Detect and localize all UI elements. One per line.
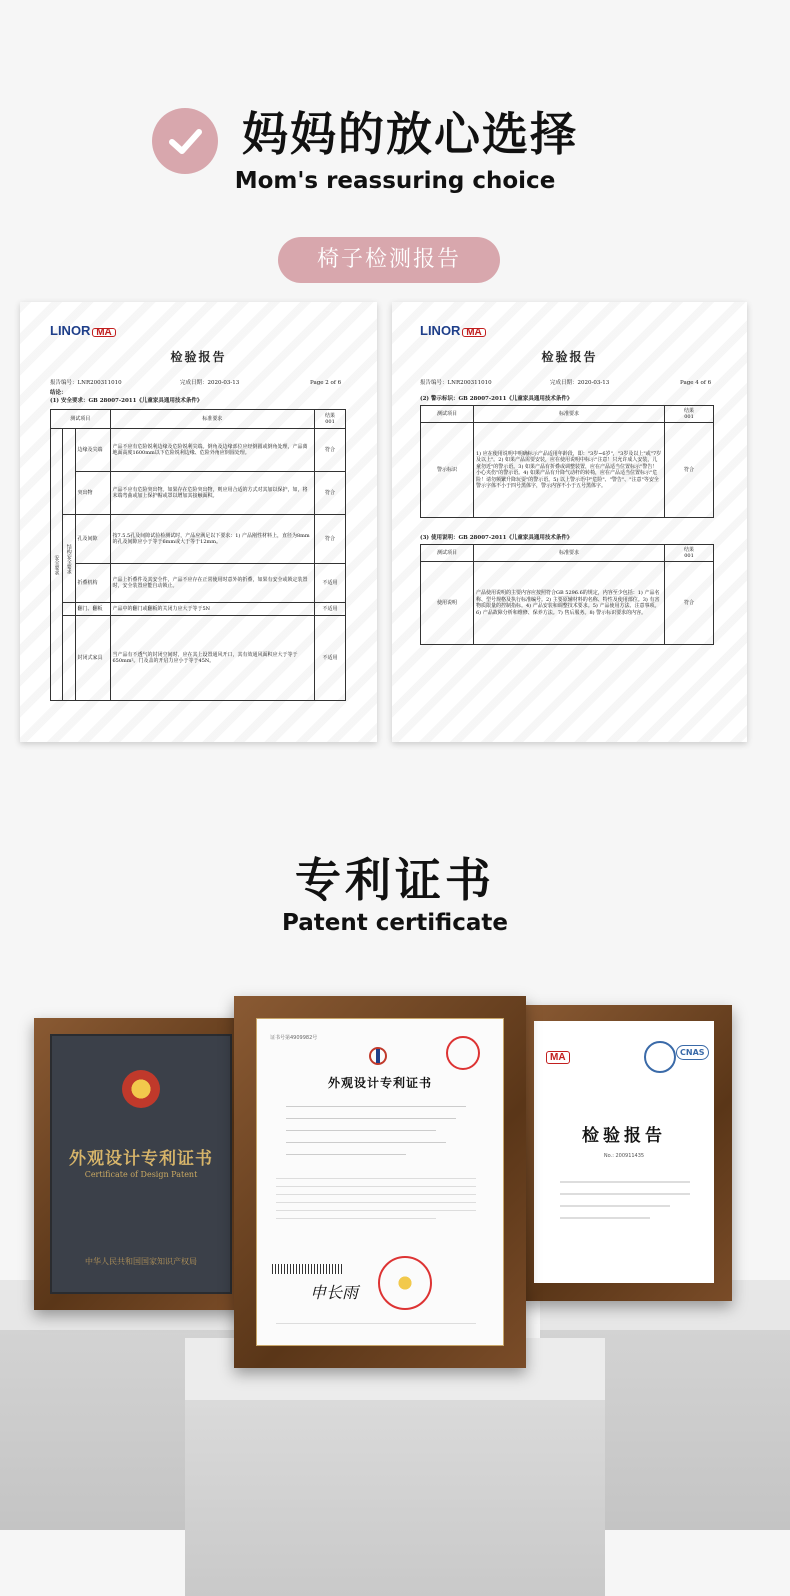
col-result: 结果 001 [665,406,714,423]
row-result: 不适用 [315,564,346,603]
patent-section-title: 专利证书 [295,853,495,907]
section-subtitle: Mom's reassuring choice [234,168,556,194]
row-result: 符合 [315,515,346,564]
certificate-title: 外观设计专利证书 [327,1076,432,1090]
certificate-title-en: Certificate of Design Patent [84,1170,198,1179]
red-seal-icon [446,1036,480,1070]
report-number: 报告编号：LNR200311010 [50,380,122,386]
linor-logo: LINOR [50,323,91,338]
col-item: 测试项目 [421,545,474,562]
row-name: 警示标识 [421,423,474,518]
row-requirement: 按7.5.5孔及间隙试验检测试时，产品应满足以下要求：1) 产品刚性材料上，直径为8mm的孔及间隙应小于等于6mm或大于等于12mm。 [110,515,315,564]
patent-office-logo-icon [368,1046,388,1066]
col-result: 结果 001 [315,410,346,429]
certificate-title: 外观设计专利证书 [69,1149,213,1169]
col-requirement: 标准要求 [110,410,315,429]
certificate-issuer: 中华人民共和国国家知识产权局 [85,1257,197,1266]
cnas-logo: CNAS [676,1045,709,1060]
table-row [51,603,346,616]
row-name: 突出物 [75,472,110,515]
row-name: 边缘及尖端 [75,429,110,472]
row-result: 符合 [315,429,346,472]
row-result: 符合 [315,472,346,515]
col-requirement: 标准要求 [474,545,665,562]
report-label-pill: 椅子检测报告 [278,237,500,283]
report-date: 完成日期：2020-03-13 [550,380,610,386]
patent-section-subtitle: Patent certificate [282,910,508,936]
col-item: 测试项目 [51,410,111,429]
table-row [51,564,346,603]
national-seal-icon [378,1256,432,1310]
col-item: 测试项目 [421,406,474,423]
row-result: 符合 [665,562,714,645]
col-result: 结果 001 [665,545,714,562]
patent-certificate-frame [234,996,526,1368]
report-title: 检验报告 [582,1126,666,1146]
ma-logo: MA [462,328,486,337]
check-badge [152,108,218,174]
row-result: 不适用 [315,603,346,616]
report-date: 完成日期：2020-03-13 [180,380,240,386]
row-name: 使用说明 [421,562,474,645]
row-requirement: 1) 应在使用说明中明确标示产品适用年龄段，即："3岁~6岁"，"3岁及以上"或"7岁及以上"。2) 如果产品需要安装，应在使用说明中标示"注意！只允许成人安装，儿童勿近"的警示语。3) 如果产品有折叠或调整装置，应在产品适当位置标示"警告！小心夹伤"的警示语。4) 如果产品有升降气动杆的转椅，应在产品适当位置标示"危险！请勿频繁升降玩耍"的警示语。5) 以上警示语中"危险"、"警告"、"注意"等安全警示字体不小于四号黑体字，警示内容不小于五号黑体字。 [474,423,665,518]
inspection-report-frame [520,1005,732,1301]
page-number: Page 2 of 6 [310,380,342,386]
warning-table [420,405,714,518]
report-table [50,409,346,701]
section-heading: (1) 安全要求：GB 28007-2011《儿童家具通用技术条件》 [50,398,203,404]
test-report-page-4 [392,302,747,742]
instructions-table [420,544,714,645]
row-requirement: 产品不应有危险锐利边缘及危险锐利尖端。倒角及边缘部位应经倒圆或倒角处理，产品离地面高度1600mm以下危险锐利边缘、危险外角应倒圆处理。 [110,429,315,472]
row-name: 封闭式家具 [75,616,110,701]
row-name: 折叠机构 [75,564,110,603]
group-label: 安全要求 [51,429,63,701]
section-title: 妈妈的放心选择 [242,107,578,161]
test-report-page-2 [20,302,377,742]
conclusion-label: 结论： [50,390,67,396]
certificate-number: 证书号第4909982号 [270,1035,318,1041]
row-requirement: 产品使用说明的主要内容应按照符合GB 5296.6的规定，内容至少包括：1) 产品名称、型号规格及执行标准编号。2) 主要原辅材料的名称、特性及使用部位。3) 有害物质限量的控制指标。4) 产品安装和调整技术要求。5) 产品使用方法、注意事项。6) 产品故障分析和维修、保养方法。7) 售后服务。8) 警示标识要求的内容。 [474,562,665,645]
table-row [51,515,346,564]
section-heading: (2) 警示标识：GB 28007-2011《儿童家具通用技术条件》 [420,396,573,402]
row-requirement: 产品中的翻门或翻板的关闭力应大于等于5N [110,603,315,616]
table-row [51,616,346,701]
report-number: 报告编号：LNR200311010 [420,380,492,386]
report-title: 检验报告 [541,350,598,364]
row-requirement: 产品上折叠件及其安全件，产品不应存在正常使用时意外的折叠，如果有安全或锁定装置时，安全装置应能自动锁止。 [110,564,315,603]
table-row [51,429,346,472]
row-requirement: 产品不应有危险突出物。如果存在危险突出物，则应用合适的方式对其加以保护，如，将末端弯曲或加上保护帽或罩以增加其接触面积。 [110,472,315,515]
ma-logo: MA [92,328,116,337]
report-title: 检验报告 [170,350,227,364]
ilac-logo-icon [644,1041,676,1073]
group-label: 结构安全要求 [62,515,75,603]
row-name: 孔及间隙 [75,515,110,564]
report-number: No.: 200911435 [603,1153,645,1159]
row-result: 符合 [665,423,714,518]
table-row [421,562,714,645]
ma-logo: MA [546,1045,570,1064]
row-result: 不适用 [315,616,346,701]
design-patent-frame [34,1018,248,1310]
section-heading: (3) 使用说明：GB 28007-2011《儿童家具通用技术条件》 [420,535,573,541]
col-requirement: 标准要求 [474,406,665,423]
page-number: Page 4 of 6 [680,380,712,386]
table-row [51,472,346,515]
row-name: 翻门、翻板 [75,603,110,616]
pedestal-center-front [185,1400,605,1596]
table-row [421,423,714,518]
signature: 申长雨 [310,1283,359,1302]
barcode-icon [272,1264,342,1274]
check-icon [152,108,218,174]
national-emblem-icon [122,1070,160,1108]
linor-logo: LINOR [420,323,461,338]
row-requirement: 当产品有不透气的封闭空间时，应在其上设置通风开口，其有效通风面积应大于等于650mm²。门及盖的开启力应小于等于45N。 [110,616,315,701]
